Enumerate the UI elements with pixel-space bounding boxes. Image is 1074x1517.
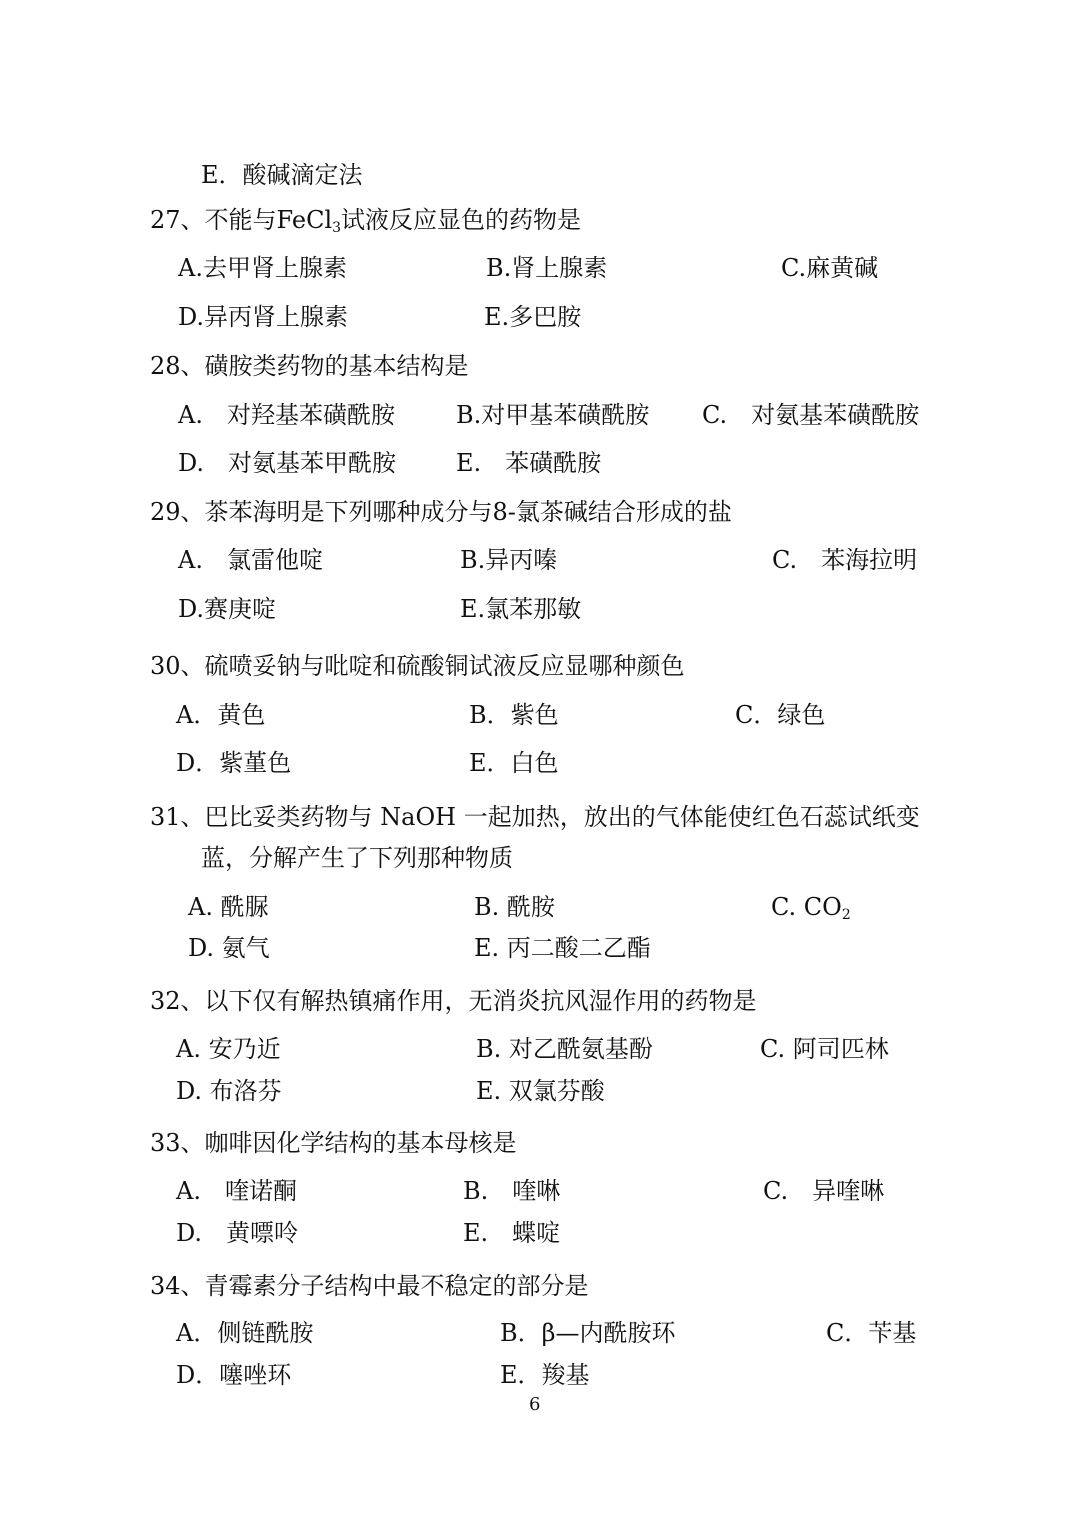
- q27-stem-post: 试液反应显色的药物是: [341, 206, 582, 234]
- q32-option-d: D. 布洛芬: [176, 1077, 282, 1105]
- q29-stem: 29、茶苯海明是下列哪种成分与8-氯茶碱结合形成的盐: [150, 498, 732, 526]
- q28-option-c: C. 对氨基苯磺酰胺: [702, 401, 920, 429]
- q34-option-e: E．羧基: [500, 1361, 590, 1389]
- q34-option-b: B．β—内酰胺环: [500, 1319, 676, 1347]
- q29-option-e: E.氯苯那敏: [460, 595, 582, 623]
- q28-option-a: A. 对羟基苯磺酰胺: [178, 401, 395, 429]
- q27-option-c: C.麻黄碱: [781, 254, 879, 282]
- q27-option-d: D.异丙肾上腺素: [178, 303, 349, 331]
- q27-option-b: B.肾上腺素: [486, 254, 608, 282]
- q28-stem: 28、磺胺类药物的基本结构是: [150, 352, 469, 380]
- q29-option-d: D.赛庚啶: [178, 595, 277, 623]
- q33-option-c: C. 异喹啉: [763, 1177, 885, 1205]
- q31-option-c-sub: 2: [841, 907, 851, 923]
- q33-option-a: A. 喹诺酮: [176, 1177, 297, 1205]
- q34-option-d: D．噻唑环: [176, 1361, 292, 1389]
- q32-option-e: E. 双氯芬酸: [476, 1077, 605, 1105]
- q34-option-c: C．苄基: [826, 1319, 917, 1347]
- q33-option-e: E. 蝶啶: [463, 1219, 561, 1247]
- q31-stem-line1: 31、巴比妥类药物与 NaOH 一起加热，放出的气体能使红色石蕊试纸变: [150, 803, 920, 831]
- q31-option-b: B. 酰胺: [474, 893, 555, 921]
- q31-option-d: D. 氨气: [188, 934, 270, 962]
- q33-stem: 33、咖啡因化学结构的基本母核是: [150, 1129, 517, 1157]
- page-number: 6: [529, 1394, 541, 1415]
- q28-option-e: E. 苯磺酰胺: [456, 449, 602, 477]
- q31-option-e: E. 丙二酸二乙酯: [474, 934, 651, 962]
- q34-stem: 34、青霉素分子结构中最不稳定的部分是: [150, 1272, 589, 1300]
- q29-option-a: A. 氯雷他啶: [178, 546, 323, 574]
- q27-option-e: E.多巴胺: [484, 303, 582, 331]
- q30-option-b: B．紫色: [469, 701, 559, 729]
- q31-option-a: A. 酰脲: [188, 893, 269, 921]
- q31-option-c: [771, 892, 851, 922]
- q30-option-d: D．紫堇色: [176, 749, 292, 777]
- q27-stem-sub: 3: [332, 220, 342, 236]
- q29-option-c: C. 苯海拉明: [772, 546, 918, 574]
- q30-stem: 30、硫喷妥钠与吡啶和硫酸铜试液反应显哪种颜色: [150, 652, 685, 680]
- q28-option-b: B.对甲基苯磺酰胺: [456, 401, 650, 429]
- q34-option-a: A．侧链酰胺: [176, 1319, 314, 1347]
- q31-option-c-pre: C. CO: [771, 893, 842, 921]
- q27-stem: [150, 205, 581, 235]
- q27-stem-pre: 27、不能与FeCl: [150, 206, 333, 234]
- q32-option-a: A. 安乃近: [176, 1035, 281, 1063]
- q31-stem-line2: 蓝，分解产生了下列那种物质: [201, 844, 513, 872]
- q26-option-e: E．酸碱滴定法: [201, 161, 363, 189]
- q32-option-c: C. 阿司匹林: [760, 1035, 889, 1063]
- q33-option-d: D. 黄嘌呤: [176, 1219, 299, 1247]
- q32-option-b: B. 对乙酰氨基酚: [476, 1035, 653, 1063]
- q27-option-a: A.去甲肾上腺素: [178, 254, 347, 282]
- q30-option-c: C．绿色: [735, 701, 826, 729]
- q29-option-b: B.异丙嗪: [460, 546, 558, 574]
- q28-option-d: D. 对氨基苯甲酰胺: [178, 449, 397, 477]
- q30-option-e: E．白色: [469, 749, 559, 777]
- q33-option-b: B. 喹啉: [463, 1177, 561, 1205]
- q32-stem: 32、以下仅有解热镇痛作用，无消炎抗风湿作用的药物是: [150, 987, 757, 1015]
- q30-option-a: A．黄色: [176, 701, 266, 729]
